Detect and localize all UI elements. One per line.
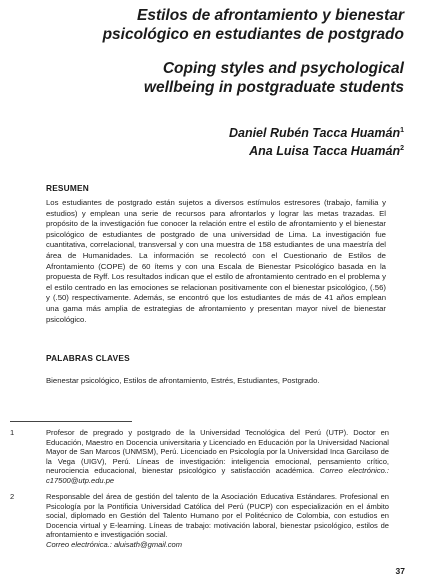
- footnote-mark: 2: [400, 145, 404, 152]
- footnote-email: Correo electrónica.: aluisath@gmail.com: [46, 539, 183, 549]
- footnote-number: 1: [10, 428, 15, 437]
- footnote-divider: [10, 421, 132, 422]
- footnote-email: Correo electrónico.: c17500@utp.edu.pe: [46, 466, 389, 485]
- title-spanish: [103, 6, 404, 44]
- page-number: 37: [395, 566, 405, 576]
- title-english-line-2: wellbeing in postgraduate students: [143, 79, 404, 96]
- title-english: [144, 59, 404, 97]
- keywords-text: Bienestar psicológico, Estilos de afrontamiento, Estrés, Estudiantes, Postgrado.: [46, 376, 320, 385]
- author-list: [229, 123, 404, 159]
- author-1: [229, 123, 404, 141]
- author-name: Daniel Rubén Tacca Huamán: [228, 126, 401, 140]
- footnote-text: Profesor de pregrado y postgrado de la Universidad Tecnológica del Perú (UTP). Doctor en Educación, Maestro en Docencia universitaria y Licenciado en Educación por la Universidad Nacional Mayor de San Marcos (UNMSM), Perú. Licenciado en Psicología por la Universidad Inca Garcilaso de la Vega (UIGV), Perú. Líneas de investigación: inteligencia emocional, pensamiento crítico, neurociencia educacional, bienestar psicológico y satisfacción académica.: [46, 428, 389, 476]
- footnote-text: Responsable del área de gestión del talento de la Asociación Educativa Estándares. Profesional en Psicología por la Pontificia Universidad Católica del Perú (PUCP) con especialización en el ámbito social, diplomado en Gestión del Talento Humano por el Politécnico de Colombia, con estudios en Docencia virtual y E-learning. Líneas de trabajo: motivación laboral, bienestar psicológico, estilos de afrontamiento e investigación social.: [46, 492, 389, 540]
- title-spanish-line-1: Estilos de afrontamiento y bienestar: [136, 7, 404, 24]
- abstract-heading: RESUMEN: [46, 183, 89, 193]
- footnote-number: 2: [10, 492, 15, 501]
- footnote-2: [46, 492, 389, 550]
- abstract-text: Los estudiantes de postgrado están sujetos a diversos estímulos estresores (trabajo, familia y estudios) y emplean una serie de recursos para afrontarlos y lograr las metas trazadas. El propósito de la investigación fue conocer la relación entre el estilo de afrontamiento y el bienestar psicológico de estudiantes de postgrado de una universidad de Lima. La investigación fue cuantitativa, correlacional, transversal y con una muestra de 158 estudiantes de una maestría del área de Humanidades. La información se recolectó con el Cuestionario de Estilos de Afrontamiento (COPE) de 60 ítems y con una Escala de Bienestar Psicológico basada en la propuesta de Ryff. Los resultados indican que el estilo de afrontamiento centrado en el problema y el estilo centrado en las emociones se relacionan positivamente con el bienestar psicológico, (.56) y (.50) respectivamente. Además, se encontró que los estudiantes de más de 41 años emplean una gama más amplia de estrategias de afrontamiento y presentan mayor nivel de bienestar psicológico.: [46, 198, 386, 324]
- footnote-mark: 1: [400, 127, 404, 134]
- title-english-line-1: Coping styles and psychological: [162, 60, 404, 77]
- keywords-heading: PALABRAS CLAVES: [46, 353, 130, 363]
- author-name: Ana Luisa Tacca Huamán: [249, 144, 401, 158]
- footnote-1: [46, 428, 389, 486]
- title-spanish-line-2: psicológico en estudiantes de postgrado: [102, 26, 404, 43]
- author-2: [229, 141, 404, 159]
